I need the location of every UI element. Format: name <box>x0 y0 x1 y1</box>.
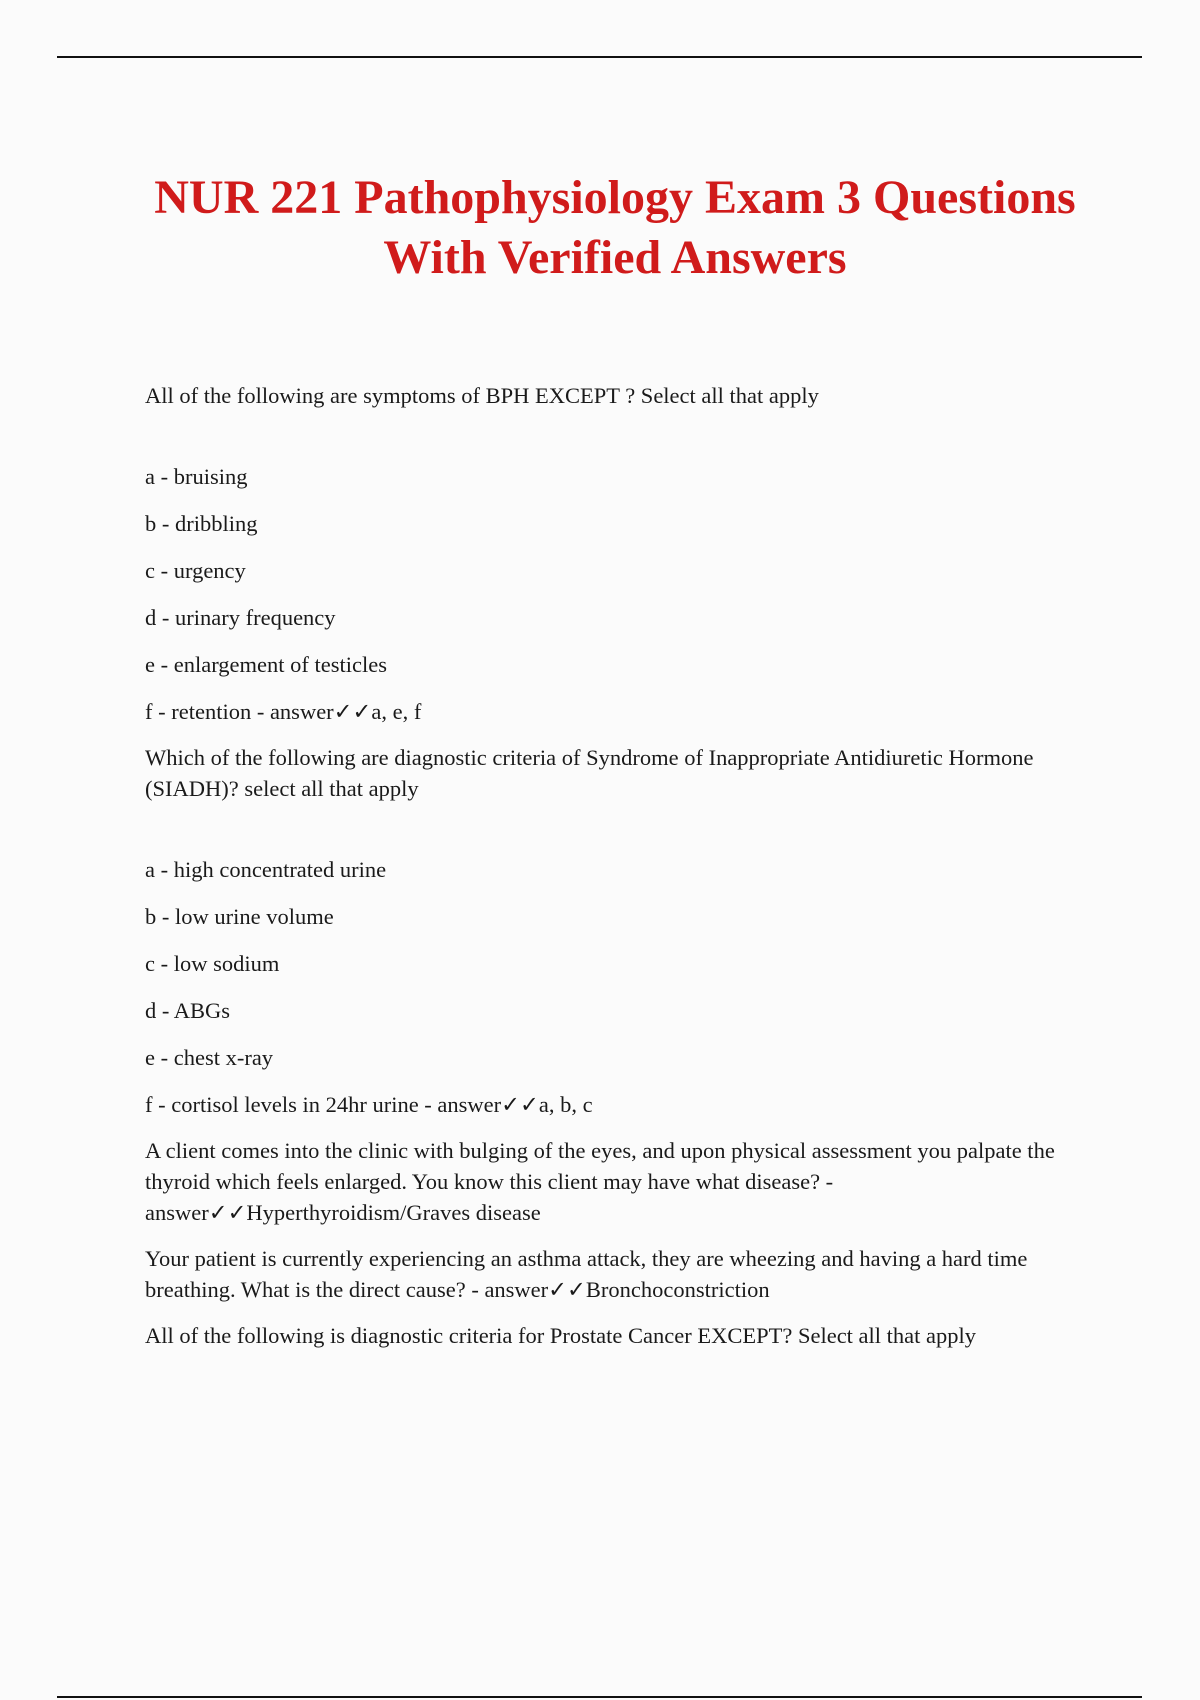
q2-option-a: a - high concentrated urine <box>145 857 387 882</box>
q1-option-b: b - dribbling <box>145 511 258 536</box>
footer-rule <box>57 1696 1142 1698</box>
question-5: All of the following is diagnostic criteria for Prostate Cancer EXCEPT? Select all that apply <box>145 1323 977 1348</box>
q1-option-f-answer: f - retention - answer✓✓a, e, f <box>145 699 422 724</box>
question-2: Which of the following are diagnostic criteria of Syndrome of Inappropriate Antidiuretic Hormone (SIADH)? select all that apply <box>145 745 1034 801</box>
q1-option-e: e - enlargement of testicles <box>145 652 387 677</box>
document-title <box>100 168 1130 288</box>
question-3: A client comes into the clinic with bulging of the eyes, and upon physical assessment you palpate the thyroid which feels enlarged. You know this client may have what disease? - answer✓✓Hyperthyroidism/Graves disease <box>145 1138 1055 1225</box>
q1-option-c: c - urgency <box>145 558 246 583</box>
q2-option-d: d - ABGs <box>145 998 231 1023</box>
q2-option-f-answer: f - cortisol levels in 24hr urine - answer✓✓a, b, c <box>145 1092 593 1117</box>
q2-option-e: e - chest x-ray <box>145 1045 274 1070</box>
document-body <box>145 380 1065 1366</box>
header-rule <box>57 56 1142 58</box>
title-line-1: NUR 221 Pathophysiology Exam 3 Questions <box>154 171 1076 224</box>
title-line-2: With Verified Answers <box>383 231 847 284</box>
q1-option-a: a - bruising <box>145 464 248 489</box>
question-4: Your patient is currently experiencing an asthma attack, they are wheezing and having a hard time breathing. What is the direct cause? - answer✓✓Bronchoconstriction <box>145 1246 1028 1302</box>
q2-option-b: b - low urine volume <box>145 904 334 929</box>
q1-option-d: d - urinary frequency <box>145 605 336 630</box>
q2-option-c: c - low sodium <box>145 951 280 976</box>
question-1: All of the following are symptoms of BPH EXCEPT ? Select all that apply <box>145 383 819 408</box>
